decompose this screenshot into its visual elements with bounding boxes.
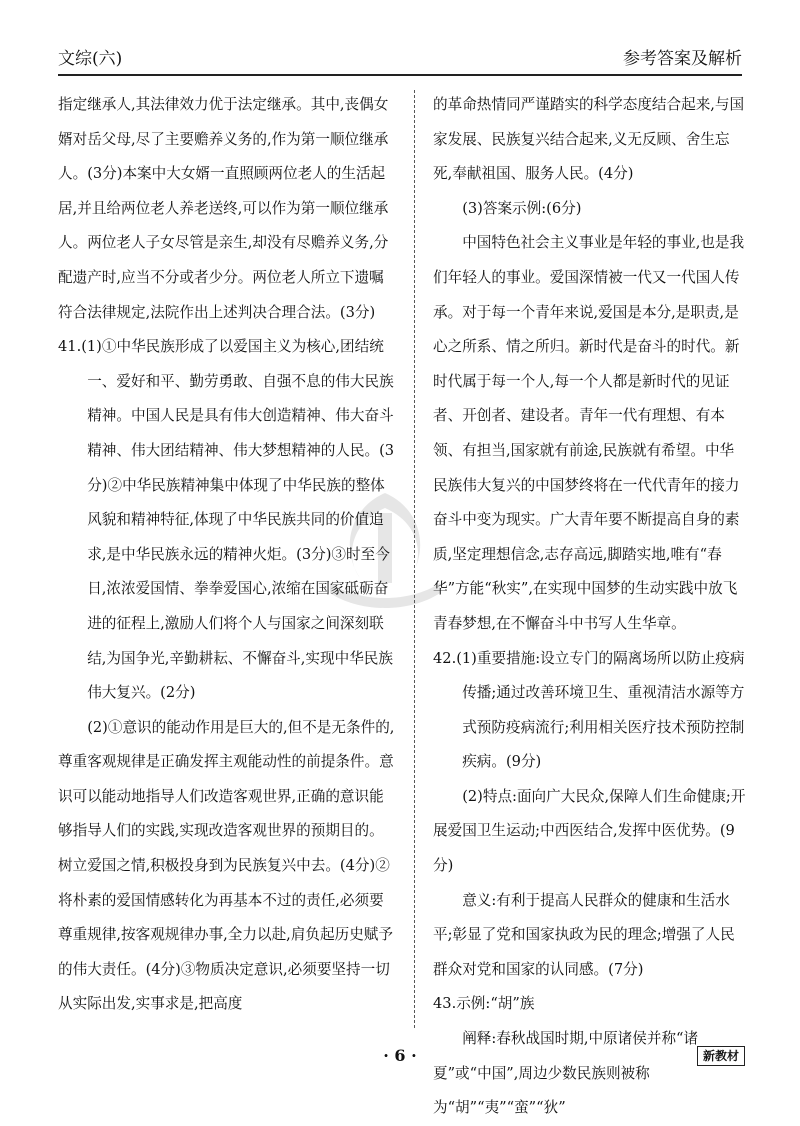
question-42-part-1: 42.(1)重要措施:设立专门的隔离场所以防止疫病传播;通过改善环境卫生、重视清洁水源等方式预防疫病流行;利用相关医疗技术预防控制疾病。(9分) [433, 649, 745, 771]
header-subject: 文综(六) [58, 49, 123, 69]
edition-badge: 新教材 [697, 1046, 745, 1066]
question-41-part-3-heading: (3)答案示例:(6分) [462, 199, 582, 217]
left-paragraph-1: 指定继承人,其法律效力优于法定继承。其中,丧偶女婿对岳父母,尽了主要赡养义务的,作为第一顺位继承人。(3分)本案中大女婿一直照顾两位老人的生活起居,并且给两位老人养老送终,可以作为第一顺位继承人。两位老人子女尽管是亲生,却没有尽赡养义务,分配遗产时,应当不分或者少分。两位老人所立下遗嘱符合法律规定,法院作出上述判决合理合法。(3分) [58, 96, 389, 321]
question-43-explanation: 阐释:春秋战国时期,中原诸侯并称“诸夏”或“中国”,周边少数民族则被称为“胡”“夷”“蛮”“狄” [433, 1030, 699, 1117]
question-43-heading: 43.示例:“胡”族 [433, 995, 535, 1013]
header-rule [58, 74, 742, 76]
right-paragraph-1: 的革命热情同严谨踏实的科学态度结合起来,与国家发展、民族复兴结合起来,义无反顾、舍生忘死,奉献祖国、服务人民。(4分) [433, 96, 745, 183]
question-41-part-3-example: 中国特色社会主义事业是年轻的事业,也是我们年轻人的事业。爱国深情被一代又一代国人传承。对于每一个青年来说,爱国是本分,是职责,是心之所系、情之所归。新时代是奋斗的时代。新时代属于每一个人,每一个人都是新时代的见证者、开创者、建设者。青年一代有理想、有本领、有担当,国家就有前途,民族就有希望。中华民族伟大复兴的中国梦终将在一代代青年的接力奋斗中变为现实。广大青年要不断提高自身的素质,坚定理想信念,志存高远,脚踏实地,唯有“春华”方能“秋实”,在实现中国梦的生动实践中放飞青春梦想,在不懈奋斗中书写人生华章。 [433, 234, 745, 632]
question-41-part-2: (2)①意识的能动作用是巨大的,但不是无条件的,尊重客观规律是正确发挥主观能动性的前提条件。意识可以能动地指导人们改造客观世界,正确的意识能够指导人们的实践,实现改造客观世界的预期目的。树立爱国之情,积极投身到为民族复兴中去。(4分)②将朴素的爱国情感转化为再基本不过的责任,必须要尊重规律,按客观规律办事,全力以赴,肩负起历史赋予的伟大责任。(4分)③物质决定意识,必须要坚持一切从实际出发,实事求是,把高度 [58, 718, 395, 1013]
column-divider [414, 90, 415, 1028]
left-column [58, 88, 398, 1022]
question-41-part-1: 41.(1)①中华民族形成了以爱国主义为核心,团结统一、爱好和平、勤劳勇敢、自强不息的伟大民族精神。中国人民是具有伟大创造精神、伟大奋斗精神、伟大团结精神、伟大梦想精神的人民。(3分)②中华民族精神集中体现了中华民族的整体风貌和精神特征,体现了中华民族共同的价值追求,是中华民族永远的精神火炬。(3分)③时至今日,浓浓爱国情、拳拳爱国心,浓缩在国家砥砺奋进的征程上,激励人们将个人与国家之间深刻联结,为国争光,辛勤耕耘、不懈奋斗,实现中华民族伟大复兴。(2分) [58, 338, 395, 702]
header-title: 参考答案及解析 [623, 49, 742, 69]
right-column [433, 88, 747, 1126]
page-number: · 6 · [383, 1046, 417, 1065]
page-header [58, 44, 742, 74]
question-42-significance: 意义:有利于提高人民群众的健康和生活水平;彰显了党和国家执政为民的理念;增强了人民群众对党和国家的认同感。(7分) [433, 891, 735, 978]
question-42-part-2: (2)特点:面向广大民众,保障人们生命健康;开展爱国卫生运动;中西医结合,发挥中医优势。(9分) [433, 787, 746, 875]
